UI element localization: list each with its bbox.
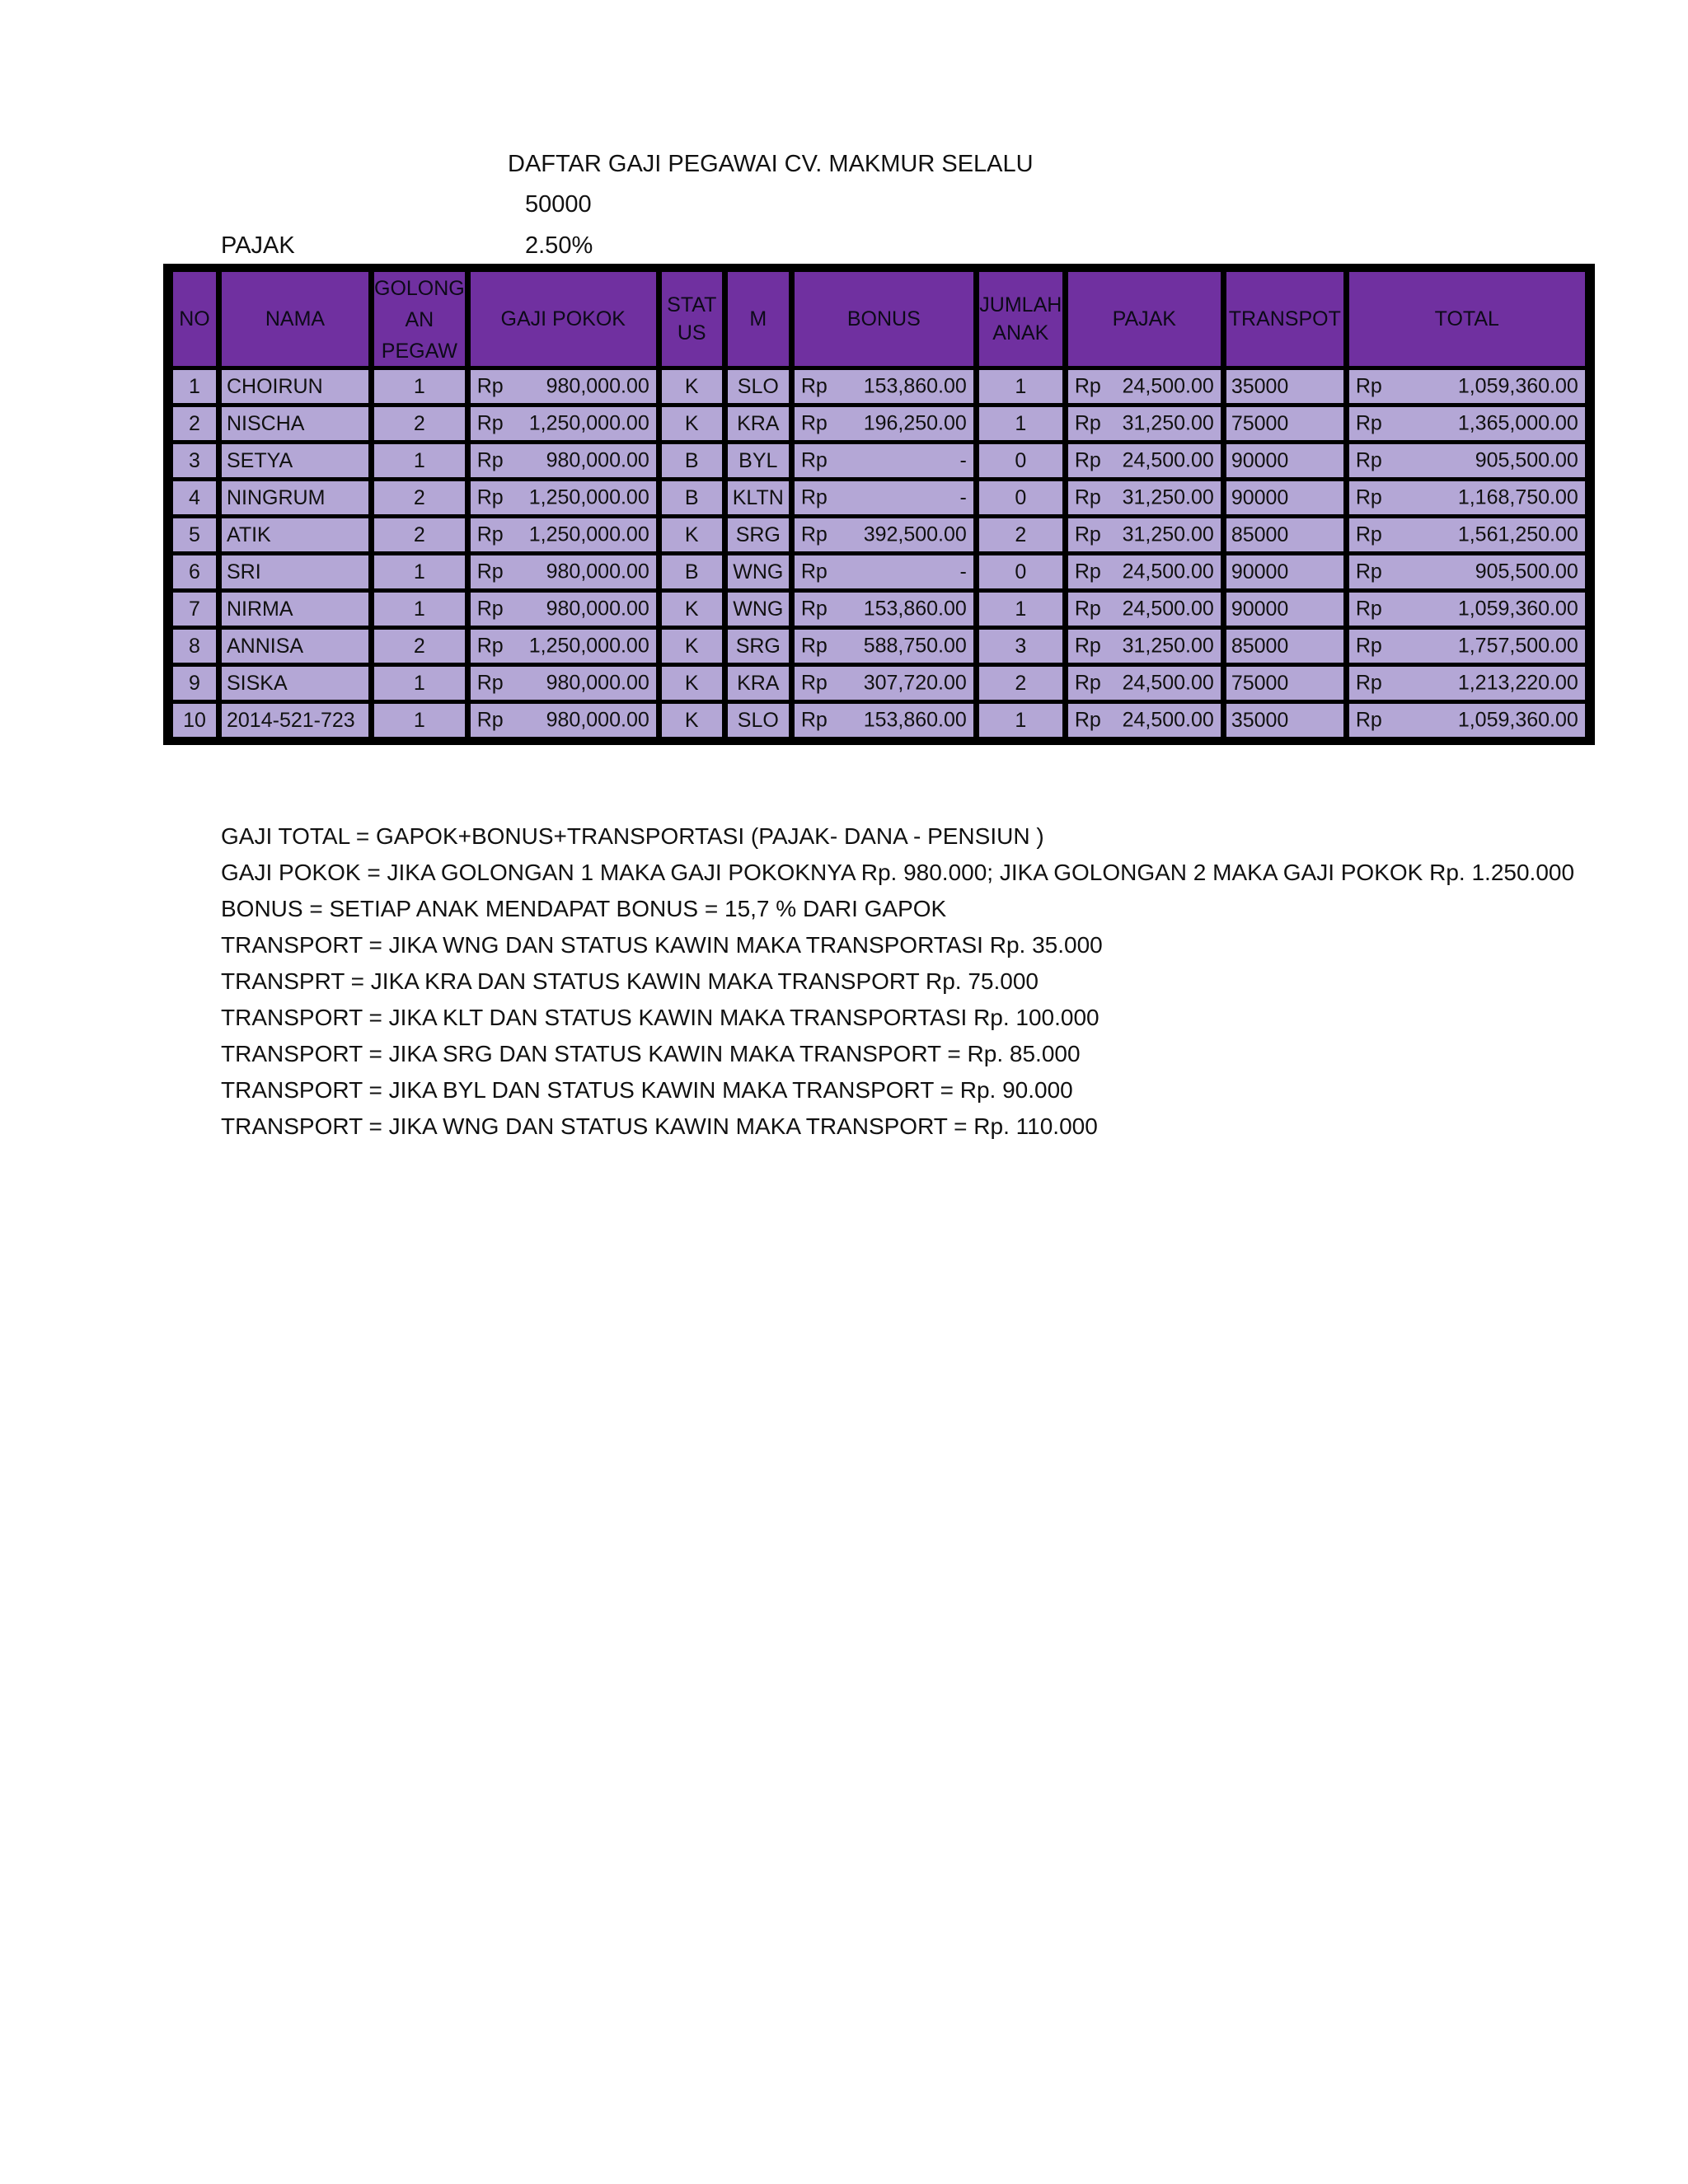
note-line: BONUS = SETIAP ANAK MENDAPAT BONUS = 15,7 % DARI GAPOK — [221, 896, 947, 921]
cell-pajak-amount: 24,500.00 — [1122, 708, 1214, 732]
cell-no: 2 — [173, 407, 216, 440]
cell-transpot: 90000 — [1226, 481, 1343, 514]
cell-golongan: 2 — [374, 630, 465, 663]
note-line: GAJI POKOK = JIKA GOLONGAN 1 MAKA GAJI POKOKNYA Rp. 980.000; JIKA GOLONGAN 2 MAKA GAJI POKOK Rp. 1.250.000 — [221, 860, 1575, 885]
note-line: TRANSPORT = JIKA WNG DAN STATUS KAWIN MAKA TRANSPORT = Rp. 110.000 — [221, 1113, 1098, 1139]
cell-bonus-amount: 392,500.00 — [863, 523, 967, 546]
cell-gaji-pokok-amount: 980,000.00 — [546, 560, 649, 583]
cell-total — [1349, 444, 1585, 477]
base-value: 50000 — [525, 191, 592, 218]
cell-pajak — [1068, 555, 1221, 588]
table-row — [173, 370, 1585, 403]
currency-label: Rp — [1355, 708, 1382, 732]
cell-bonus-amount: - — [959, 560, 967, 583]
cell-m: KRA — [728, 407, 789, 440]
cell-pajak-amount: 24,500.00 — [1122, 597, 1214, 621]
cell-pajak — [1068, 518, 1221, 551]
currency-label: Rp — [476, 374, 504, 398]
table-row — [173, 518, 1585, 551]
cell-gaji-pokok-amount: 980,000.00 — [546, 708, 649, 732]
currency-label: Rp — [1355, 374, 1382, 398]
cell-jumlah-anak: 2 — [979, 518, 1062, 551]
cell-total-amount: 1,757,500.00 — [1457, 634, 1578, 658]
currency-label: Rp — [800, 411, 828, 435]
currency-label: Rp — [1074, 374, 1101, 398]
currency-label: Rp — [1355, 411, 1382, 435]
cell-gaji-pokok-amount: 1,250,000.00 — [528, 411, 649, 435]
header-golongan-line: PEGAW — [381, 340, 457, 363]
cell-bonus — [795, 704, 973, 737]
cell-pajak — [1068, 407, 1221, 440]
header-golongan-line: AN — [405, 308, 434, 331]
cell-gaji-pokok — [471, 518, 656, 551]
cell-bonus — [795, 481, 973, 514]
currency-label: Rp — [476, 411, 504, 435]
cell-no: 1 — [173, 370, 216, 403]
header-jumlah-anak — [979, 272, 1062, 366]
cell-total-amount: 1,059,360.00 — [1457, 708, 1578, 732]
salary-table-frame — [163, 264, 1595, 745]
cell-status: K — [662, 667, 722, 700]
cell-pajak-amount: 24,500.00 — [1122, 374, 1214, 398]
currency-label: Rp — [1355, 560, 1382, 583]
currency-label: Rp — [1355, 485, 1382, 509]
cell-m: SLO — [728, 370, 789, 403]
cell-gaji-pokok — [471, 407, 656, 440]
table-row — [173, 444, 1585, 477]
cell-nama: SISKA — [222, 667, 368, 700]
cell-gaji-pokok — [471, 481, 656, 514]
note-line: TRANSPORT = JIKA KLT DAN STATUS KAWIN MAKA TRANSPORTASI Rp. 100.000 — [221, 1005, 1100, 1030]
header-golongan — [374, 272, 465, 366]
currency-label: Rp — [800, 448, 828, 472]
table-row — [173, 667, 1585, 700]
cell-transpot: 35000 — [1226, 704, 1343, 737]
cell-status: K — [662, 407, 722, 440]
currency-label: Rp — [800, 560, 828, 583]
cell-total-amount: 1,168,750.00 — [1457, 485, 1578, 509]
cell-pajak — [1068, 444, 1221, 477]
table-row — [173, 593, 1585, 626]
cell-gaji-pokok-amount: 1,250,000.00 — [528, 485, 649, 509]
cell-bonus-amount: 307,720.00 — [863, 671, 967, 695]
cell-jumlah-anak: 2 — [979, 667, 1062, 700]
currency-label: Rp — [476, 671, 504, 695]
cell-jumlah-anak: 0 — [979, 444, 1062, 477]
header-transpot: TRANSPOT — [1226, 272, 1343, 366]
cell-pajak — [1068, 667, 1221, 700]
cell-pajak — [1068, 630, 1221, 663]
cell-total — [1349, 704, 1585, 737]
cell-pajak — [1068, 593, 1221, 626]
table-row — [173, 630, 1585, 663]
cell-pajak-amount: 24,500.00 — [1122, 448, 1214, 472]
cell-transpot: 75000 — [1226, 667, 1343, 700]
cell-status: B — [662, 481, 722, 514]
table-body — [173, 370, 1585, 737]
header-row — [173, 272, 1585, 366]
cell-jumlah-anak: 1 — [979, 407, 1062, 440]
header-gaji-pokok: GAJI POKOK — [471, 272, 656, 366]
cell-status: K — [662, 704, 722, 737]
tax-label: PAJAK — [221, 232, 295, 259]
cell-transpot: 85000 — [1226, 630, 1343, 663]
cell-transpot: 90000 — [1226, 593, 1343, 626]
cell-golongan: 1 — [374, 593, 465, 626]
cell-jumlah-anak: 3 — [979, 630, 1062, 663]
cell-golongan: 2 — [374, 518, 465, 551]
header-total: TOTAL — [1349, 272, 1585, 366]
cell-bonus-amount: 153,860.00 — [863, 597, 967, 621]
cell-transpot: 75000 — [1226, 407, 1343, 440]
currency-label: Rp — [1355, 597, 1382, 621]
currency-label: Rp — [1074, 634, 1101, 658]
currency-label: Rp — [476, 708, 504, 732]
cell-bonus — [795, 407, 973, 440]
currency-label: Rp — [476, 523, 504, 546]
cell-total-amount: 1,059,360.00 — [1457, 374, 1578, 398]
cell-total — [1349, 667, 1585, 700]
table-row — [173, 704, 1585, 737]
cell-bonus-amount: 588,750.00 — [863, 634, 967, 658]
cell-jumlah-anak: 0 — [979, 481, 1062, 514]
cell-m: SLO — [728, 704, 789, 737]
note-line: TRANSPORT = JIKA SRG DAN STATUS KAWIN MAKA TRANSPORT = Rp. 85.000 — [221, 1041, 1081, 1066]
cell-no: 4 — [173, 481, 216, 514]
currency-label: Rp — [476, 597, 504, 621]
cell-nama: CHOIRUN — [222, 370, 368, 403]
cell-m: SRG — [728, 630, 789, 663]
cell-transpot: 90000 — [1226, 555, 1343, 588]
cell-bonus-amount: 196,250.00 — [863, 411, 967, 435]
header-m: M — [728, 272, 789, 366]
cell-bonus — [795, 444, 973, 477]
document-title: DAFTAR GAJI PEGAWAI CV. MAKMUR SELALU — [508, 151, 1034, 177]
cell-total — [1349, 555, 1585, 588]
currency-label: Rp — [1355, 671, 1382, 695]
currency-label: Rp — [1355, 448, 1382, 472]
currency-label: Rp — [1074, 597, 1101, 621]
cell-pajak — [1068, 704, 1221, 737]
cell-golongan: 1 — [374, 370, 465, 403]
header-no: NO — [173, 272, 216, 366]
cell-nama: ATIK — [222, 518, 368, 551]
note-line: TRANSPORT = JIKA BYL DAN STATUS KAWIN MAKA TRANSPORT = Rp. 90.000 — [221, 1077, 1073, 1103]
cell-m: BYL — [728, 444, 789, 477]
cell-bonus-amount: 153,860.00 — [863, 374, 967, 398]
cell-total — [1349, 481, 1585, 514]
cell-gaji-pokok — [471, 630, 656, 663]
cell-gaji-pokok — [471, 593, 656, 626]
cell-transpot: 85000 — [1226, 518, 1343, 551]
table-row — [173, 555, 1585, 588]
currency-label: Rp — [1074, 448, 1101, 472]
cell-golongan: 2 — [374, 481, 465, 514]
cell-jumlah-anak: 0 — [979, 555, 1062, 588]
cell-transpot: 35000 — [1226, 370, 1343, 403]
cell-pajak-amount: 31,250.00 — [1122, 523, 1214, 546]
cell-jumlah-anak: 1 — [979, 593, 1062, 626]
cell-golongan: 1 — [374, 555, 465, 588]
cell-total — [1349, 518, 1585, 551]
cell-status: K — [662, 370, 722, 403]
cell-bonus-amount: - — [959, 485, 967, 509]
currency-label: Rp — [1074, 523, 1101, 546]
cell-m: WNG — [728, 555, 789, 588]
header-jumlah-anak-line: JUMLAH — [979, 293, 1062, 316]
cell-no: 6 — [173, 555, 216, 588]
currency-label: Rp — [476, 485, 504, 509]
currency-label: Rp — [476, 560, 504, 583]
cell-golongan: 2 — [374, 407, 465, 440]
cell-gaji-pokok-amount: 1,250,000.00 — [528, 523, 649, 546]
cell-m: SRG — [728, 518, 789, 551]
cell-nama: 2014-521-723 — [222, 704, 368, 737]
header-jumlah-anak-line: ANAK — [992, 321, 1049, 344]
note-line: GAJI TOTAL = GAPOK+BONUS+TRANSPORTASI (PAJAK- DANA - PENSIUN ) — [221, 823, 1044, 849]
cell-pajak — [1068, 481, 1221, 514]
cell-golongan: 1 — [374, 667, 465, 700]
cell-gaji-pokok-amount: 1,250,000.00 — [528, 634, 649, 658]
cell-bonus — [795, 593, 973, 626]
cell-bonus-amount: - — [959, 448, 967, 472]
cell-no: 3 — [173, 444, 216, 477]
cell-total-amount: 1,561,250.00 — [1457, 523, 1578, 546]
cell-total-amount: 905,500.00 — [1475, 560, 1578, 583]
cell-total — [1349, 407, 1585, 440]
cell-total-amount: 905,500.00 — [1475, 448, 1578, 472]
tax-rate: 2.50% — [525, 232, 593, 259]
cell-gaji-pokok-amount: 980,000.00 — [546, 597, 649, 621]
header-status-line: US — [677, 321, 706, 344]
cell-nama: SETYA — [222, 444, 368, 477]
cell-m: WNG — [728, 593, 789, 626]
cell-no: 10 — [173, 704, 216, 737]
cell-total-amount: 1,213,220.00 — [1457, 671, 1578, 695]
note-line: TRANSPORT = JIKA WNG DAN STATUS KAWIN MAKA TRANSPORTASI Rp. 35.000 — [221, 932, 1103, 958]
cell-gaji-pokok — [471, 370, 656, 403]
cell-golongan: 1 — [374, 444, 465, 477]
currency-label: Rp — [1074, 708, 1101, 732]
header-golongan-line: GOLONG — [374, 277, 465, 300]
currency-label: Rp — [800, 523, 828, 546]
header-status-line: STAT — [667, 293, 717, 316]
cell-bonus — [795, 667, 973, 700]
cell-total — [1349, 370, 1585, 403]
currency-label: Rp — [800, 671, 828, 695]
cell-golongan: 1 — [374, 704, 465, 737]
cell-bonus — [795, 555, 973, 588]
cell-gaji-pokok — [471, 555, 656, 588]
cell-bonus — [795, 630, 973, 663]
cell-jumlah-anak: 1 — [979, 370, 1062, 403]
currency-label: Rp — [800, 597, 828, 621]
currency-label: Rp — [476, 448, 504, 472]
salary-table — [167, 268, 1591, 741]
cell-no: 7 — [173, 593, 216, 626]
cell-pajak-amount: 31,250.00 — [1122, 634, 1214, 658]
cell-total-amount: 1,059,360.00 — [1457, 597, 1578, 621]
currency-label: Rp — [1074, 560, 1101, 583]
cell-total — [1349, 630, 1585, 663]
cell-jumlah-anak: 1 — [979, 704, 1062, 737]
cell-pajak-amount: 24,500.00 — [1122, 671, 1214, 695]
cell-status: B — [662, 444, 722, 477]
header-bonus: BONUS — [795, 272, 973, 366]
cell-pajak-amount: 24,500.00 — [1122, 560, 1214, 583]
cell-gaji-pokok — [471, 444, 656, 477]
cell-status: K — [662, 518, 722, 551]
cell-no: 9 — [173, 667, 216, 700]
currency-label: Rp — [800, 485, 828, 509]
cell-total-amount: 1,365,000.00 — [1457, 411, 1578, 435]
cell-no: 8 — [173, 630, 216, 663]
cell-pajak-amount: 31,250.00 — [1122, 411, 1214, 435]
cell-no: 5 — [173, 518, 216, 551]
cell-gaji-pokok-amount: 980,000.00 — [546, 671, 649, 695]
cell-transpot: 90000 — [1226, 444, 1343, 477]
currency-label: Rp — [1074, 411, 1101, 435]
cell-bonus — [795, 518, 973, 551]
cell-pajak — [1068, 370, 1221, 403]
cell-total — [1349, 593, 1585, 626]
currency-label: Rp — [800, 634, 828, 658]
cell-gaji-pokok-amount: 980,000.00 — [546, 374, 649, 398]
table-row — [173, 407, 1585, 440]
currency-label: Rp — [476, 634, 504, 658]
cell-gaji-pokok-amount: 980,000.00 — [546, 448, 649, 472]
note-line: TRANSPRT = JIKA KRA DAN STATUS KAWIN MAKA TRANSPORT Rp. 75.000 — [221, 968, 1039, 994]
currency-label: Rp — [1074, 671, 1101, 695]
cell-m: KLTN — [728, 481, 789, 514]
cell-nama: NINGRUM — [222, 481, 368, 514]
header-nama: NAMA — [222, 272, 368, 366]
currency-label: Rp — [1355, 523, 1382, 546]
header-pajak: PAJAK — [1068, 272, 1221, 366]
currency-label: Rp — [1355, 634, 1382, 658]
cell-gaji-pokok — [471, 704, 656, 737]
cell-status: K — [662, 593, 722, 626]
cell-nama: NISCHA — [222, 407, 368, 440]
cell-nama: NIRMA — [222, 593, 368, 626]
cell-gaji-pokok — [471, 667, 656, 700]
currency-label: Rp — [800, 708, 828, 732]
cell-m: KRA — [728, 667, 789, 700]
cell-status: B — [662, 555, 722, 588]
cell-bonus-amount: 153,860.00 — [863, 708, 967, 732]
cell-bonus — [795, 370, 973, 403]
cell-pajak-amount: 31,250.00 — [1122, 485, 1214, 509]
cell-status: K — [662, 630, 722, 663]
formula-notes — [221, 818, 1574, 1145]
table-row — [173, 481, 1585, 514]
currency-label: Rp — [800, 374, 828, 398]
currency-label: Rp — [1074, 485, 1101, 509]
cell-nama: ANNISA — [222, 630, 368, 663]
cell-nama: SRI — [222, 555, 368, 588]
header-status — [662, 272, 722, 366]
